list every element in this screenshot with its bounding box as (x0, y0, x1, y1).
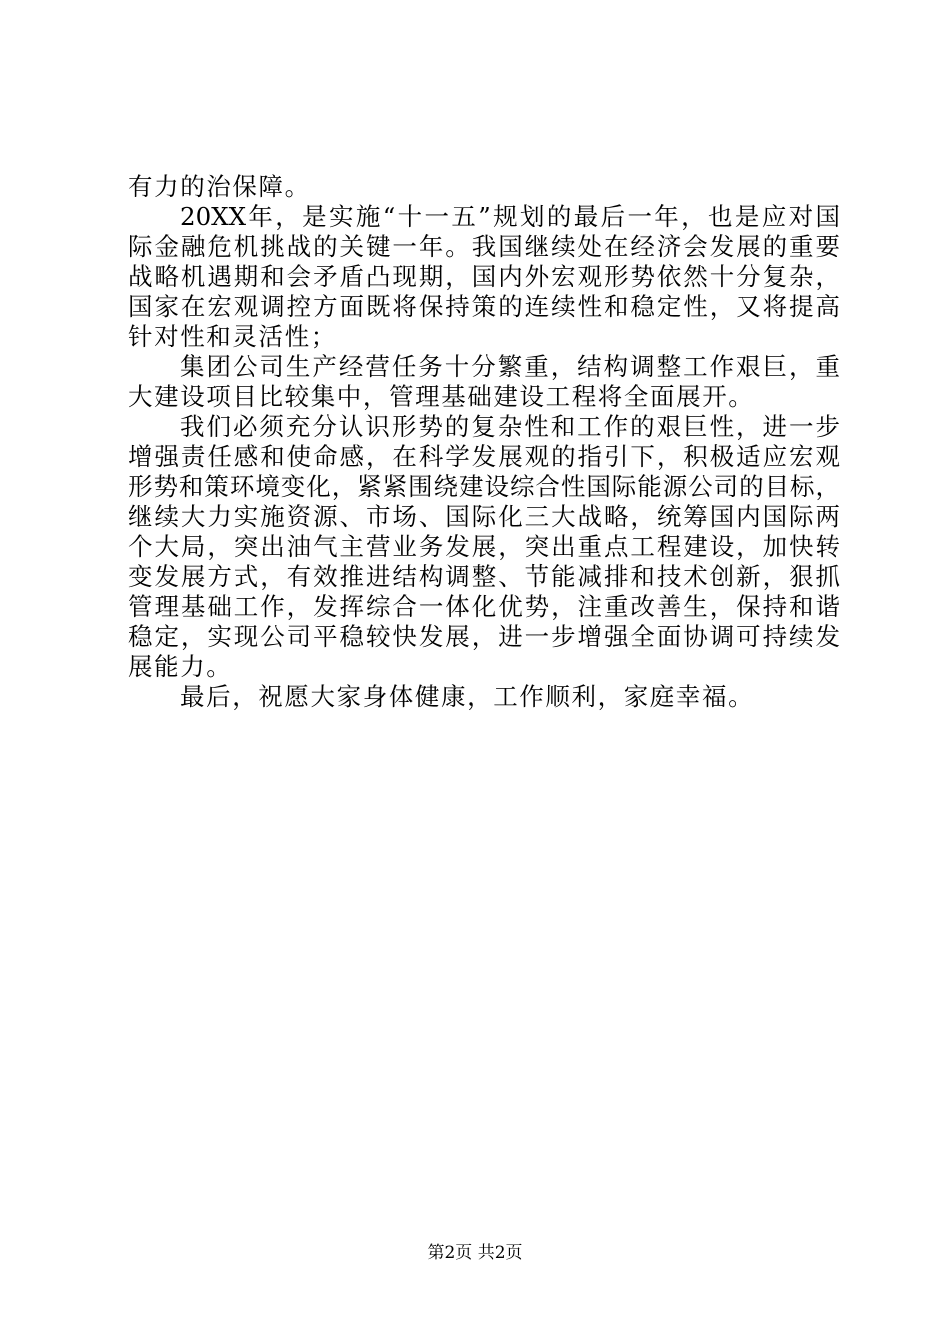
text-line: 变发展方式，有效推进结构调整、节能减排和技术创新，狠抓 (128, 562, 840, 591)
text-line: 增强责任感和使命感，在科学发展观的指引下，积极适应宏观 (128, 442, 840, 471)
text-line: 有力的治保障。 (128, 172, 311, 201)
text-line: 集团公司生产经营任务十分繁重，结构调整工作艰巨，重 (180, 352, 840, 381)
text-line: 稳定，实现公司平稳较快发展，进一步增强全面协调可持续发 (128, 622, 840, 651)
text-line: 最后，祝愿大家身体健康，工作顺利，家庭幸福。 (180, 682, 755, 711)
text-line: 际金融危机挑战的关键一年。我国继续处在经济会发展的重要 (128, 232, 840, 261)
text-line: 形势和策环境变化，紧紧围绕建设综合性国际能源公司的目标， (128, 472, 840, 501)
page-footer: 第2页 共2页 (427, 1243, 523, 1263)
text-line: 继续大力实施资源、市场、国际化三大战略，统筹国内国际两 (128, 502, 840, 531)
text-line: 管理基础工作，发挥综合一体化优势，注重改善生，保持和谐 (128, 592, 840, 621)
text-line: 20XX年，是实施“十一五”规划的最后一年，也是应对国 (180, 202, 840, 231)
text-line: 战略机遇期和会矛盾凸现期，国内外宏观形势依然十分复杂， (128, 262, 840, 291)
text-line: 个大局，突出油气主营业务发展，突出重点工程建设，加快转 (128, 532, 840, 561)
document-body (128, 172, 840, 712)
text-line: 大建设项目比较集中，管理基础建设工程将全面展开。 (128, 382, 755, 411)
text-line: 针对性和灵活性； (128, 322, 337, 351)
text-line: 我们必须充分认识形势的复杂性和工作的艰巨性，进一步 (180, 412, 840, 441)
text-line: 国家在宏观调控方面既将保持策的连续性和稳定性，又将提高 (128, 292, 840, 321)
text-line: 展能力。 (128, 652, 233, 681)
